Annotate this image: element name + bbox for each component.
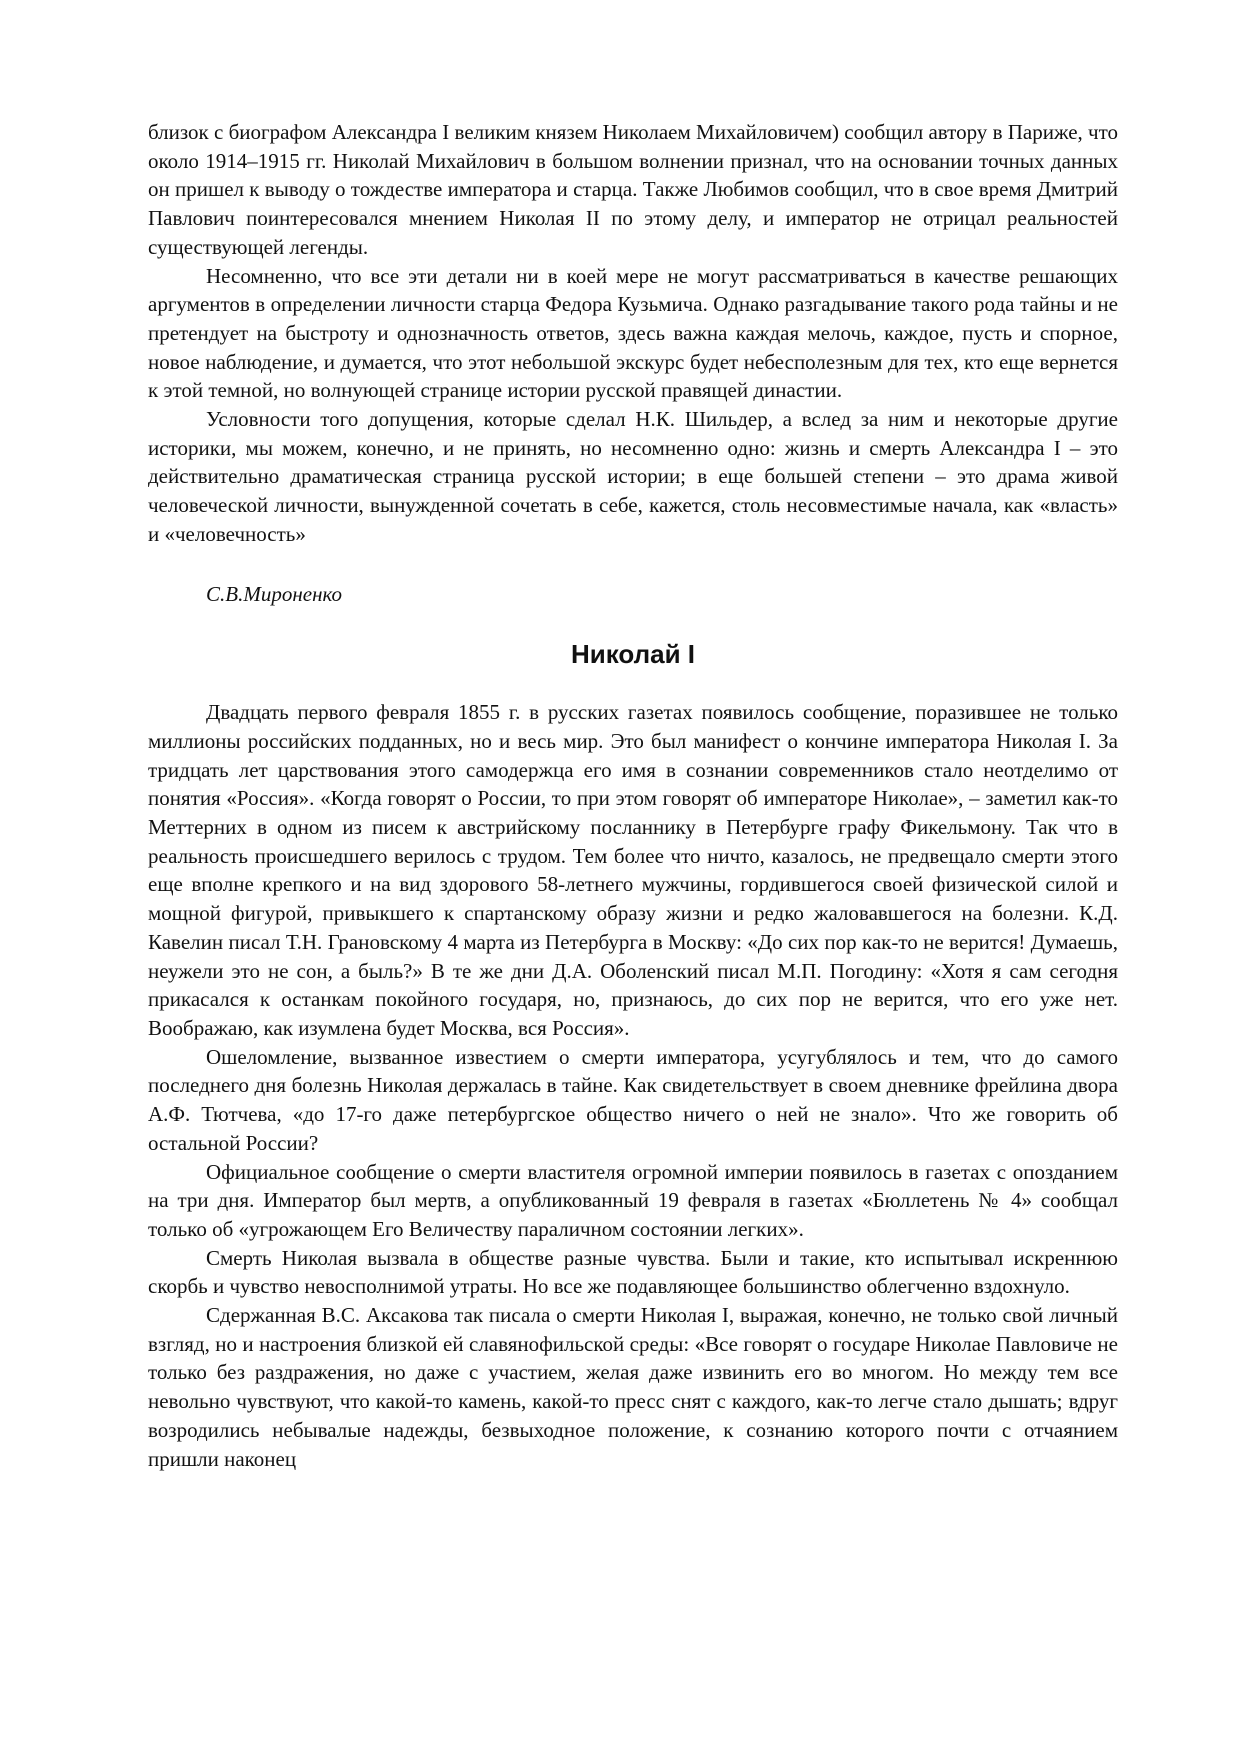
paragraph: Ошеломление, вызванное известием о смерти императора, усугублялось и тем, что до самого последнего дня болезнь Николая держалась в тайне. Как свидетельствует в своем дневнике фрейлина двора А.Ф. Тютчева, «до 17-го даже петербургское общество ничего о ней не знало». Что же говорить об остальной России? bbox=[148, 1044, 1118, 1155]
paragraph: Сдержанная В.С. Аксакова так писала о смерти Николая I, выражая, конечно, не только свой личный взгляд, но и настроения близкой ей славянофильской среды: «Все говорят о государе Николае Павловиче не только без раздражения, но даже с участием, желая даже извинить его во многом. Но между тем все невольно чувствуют, что какой-то камень, какой-то пресс снят с каждого, как-то легче стало дышать; вдруг возродились небывалые надежды, безвыходное положение, к сознанию которого почти с отчаянием пришли наконец bbox=[148, 1303, 1118, 1471]
paragraph: Смерть Николая вызвала в обществе разные чувства. Были и такие, кто испытывал искреннюю скорбь и чувство невосполнимой утраты. Но все же подавляющее большинство облегченно вздохнуло. bbox=[148, 1245, 1118, 1299]
document-page bbox=[148, 118, 1118, 1473]
chapter-heading: Николай I bbox=[570, 639, 696, 670]
author-signature: С.В.Мироненко bbox=[206, 581, 343, 606]
paragraph: Двадцать первого февраля 1855 г. в русских газетах появилось сообщение, поразившее не только миллионы российских подданных, но и весь мир. Это был манифест о кончине императора Николая I. За тридцать лет царствования этого самодержца его имя в сознании современников стало неотделимо от понятия «Россия». «Когда говорят о России, то при этом говорят об императоре Николае», – заметил как-то Меттерних в одном из писем к австрийскому посланнику в Петербурге графу Фикельмону. Так что в реальность происшедшего верилось с трудом. Тем более что ничто, казалось, не предвещало смерти этого еще вполне крепкого и на вид здорового 58-летнего мужчины, гордившегося своей физической силой и мощной фигурой, привыкшего к спартанскому образу жизни и редко жаловавшегося на болезни. К.Д. Кавелин писал Т.Н. Грановскому 4 марта из Петербурга в Москву: «До сих пор как-то не верится! Думаешь, неужели это не сон, а быль?» В те же дни Д.А. Оболенский писал М.П. Погодину: «Хотя я сам сегодня прикасался к останкам покойного государя, но, признаюсь, до сих пор не верится, что его уже нет. Воображаю, как изумлена будет Москва, вся Россия». bbox=[148, 700, 1118, 1040]
paragraph: близок с биографом Александра I великим князем Николаем Михайловичем) сообщил автору в Париже, что около 1914–1915 гг. Николай Михайлович в большом волнении признал, что на основании точных данных он пришел к выводу о тождестве императора и старца. Также Любимов сообщил, что в свое время Дмитрий Павлович поинтересовался мнением Николая II по этому делу, и император не отрицал реальностей существующей легенды. bbox=[148, 120, 1118, 259]
paragraph: Официальное сообщение о смерти властителя огромной империи появилось в газетах с опозданием на три дня. Император был мертв, а опубликованный 19 февраля в газетах «Бюллетень № 4» сообщал только об «угрожающем Его Величеству параличном состоянии легких». bbox=[148, 1159, 1118, 1241]
paragraph: Условности того допущения, которые сделал Н.К. Шильдер, а вслед за ним и некоторые другие историки, мы можем, конечно, и не принять, но несомненно одно: жизнь и смерть Александра I – это действительно драматическая страница русской истории; в еще большей степени – это драма живой человеческой личности, вынужденной сочетать в себе, кажется, столь несовместимые начала, как «власть» и «человечность» bbox=[148, 407, 1118, 546]
paragraph: Несомненно, что все эти детали ни в коей мере не могут рассматриваться в качестве решающих аргументов в определении личности старца Федора Кузьмича. Однако разгадывание такого рода тайны и не претендует на быстроту и однозначность ответов, здесь важна каждая мелочь, каждое, пусть и спорное, новое наблюдение, и думается, что этот небольшой экскурс будет небесполезным для тех, кто еще вернется к этой темной, но волнующей странице истории русской правящей династии. bbox=[148, 263, 1118, 403]
